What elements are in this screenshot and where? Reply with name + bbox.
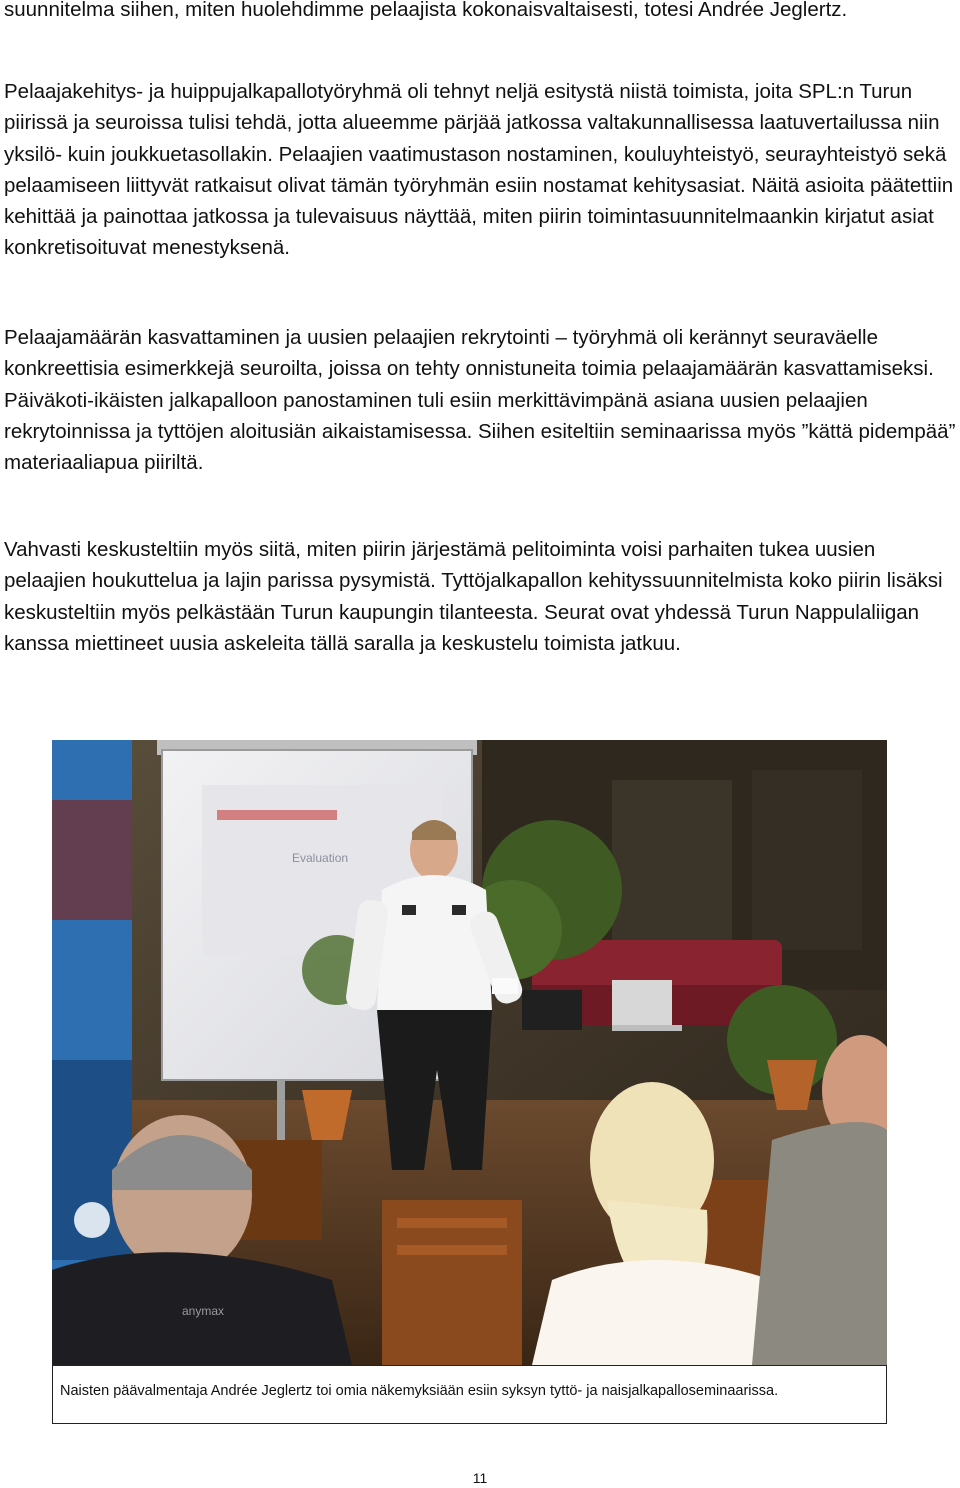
paragraph-text: Pelaajamäärän kasvattaminen ja uusien pelaajien rekrytointi – työryhmä oli kerännyt seuraväelle konkreettisia esimerkkejä seuroilta, joissa on tehty onnistuneita toimia pelaajamäärän kasvattamiseksi. Päiväkoti-ikäisten jalkapalloon panostaminen tuli esiin merkittävimpänä asiana uusien pelaajien rekrytoinnissa ja tyttöjen aloitusiän aikaistamisessa. Siihen esiteltiin seminaarissa myös ”kättä pidempää” materiaaliapua piiriltä. bbox=[4, 326, 956, 475]
paragraph-game-activity bbox=[4, 534, 956, 659]
photo-caption: Naisten päävalmentaja Andrée Jeglertz toi omia näkemyksiään esiin syksyn tyttö- ja naisjalkapalloseminaarissa. bbox=[60, 1383, 779, 1399]
paragraph-player-development bbox=[4, 76, 956, 264]
page-number: 11 bbox=[472, 1470, 488, 1486]
seminar-figure bbox=[52, 740, 887, 1424]
paragraph-player-recruitment bbox=[4, 322, 956, 478]
paragraph-text: suunnitelma siihen, miten huolehdimme pelaajista kokonaisvaltaisesti, totesi Andrée Jeglertz. bbox=[4, 0, 848, 21]
slide-title-text: Evaluation bbox=[292, 851, 349, 865]
seminar-photo bbox=[52, 740, 887, 1365]
paragraph-text: Pelaajakehitys- ja huippujalkapallotyöryhmä oli tehnyt neljä esitystä niistä toimista, joita SPL:n Turun piirissä ja seuroissa tulisi tehdä, jotta alueemme pärjää jatkossa valtakunnallisessa laatuvertailussa niin yksilö- kuin joukkuetasollakin. Pelaajien vaatimustason nostaminen, kouluyhteistyö, seurayhteistyö sekä pelaamiseen liittyvät ratkaisut olivat tämän työryhmän esiin nostamat kehitysasiat. Näitä asioita päätettiin kehittää ja painottaa jatkossa ja tulevaisuus näyttää, miten piirin toimintasuunnitelmaankin kirjatut asiat konkretisoituvat menestyksenä. bbox=[4, 80, 954, 260]
paragraph-intro-end bbox=[4, 0, 956, 25]
photo-caption-box bbox=[52, 1365, 887, 1424]
shirt-logo-text: anymax bbox=[182, 1304, 225, 1318]
paragraph-text: Vahvasti keskusteltiin myös siitä, miten piirin järjestämä pelitoiminta voisi parhaiten tukea uusien pelaajien houkuttelua ja lajin parissa pysymistä. Tyttöjalkapallon kehityssuunnitelmista koko piirin lisäksi keskusteltiin myös pelkästään Turun kaupungin tilanteesta. Seurat ovat yhdessä Turun Nappulaliigan kanssa miettineet uusia askeleita tällä saralla ja keskustelu toimista jatkuu. bbox=[4, 538, 943, 655]
seminar-photo-illustration bbox=[52, 740, 887, 1365]
